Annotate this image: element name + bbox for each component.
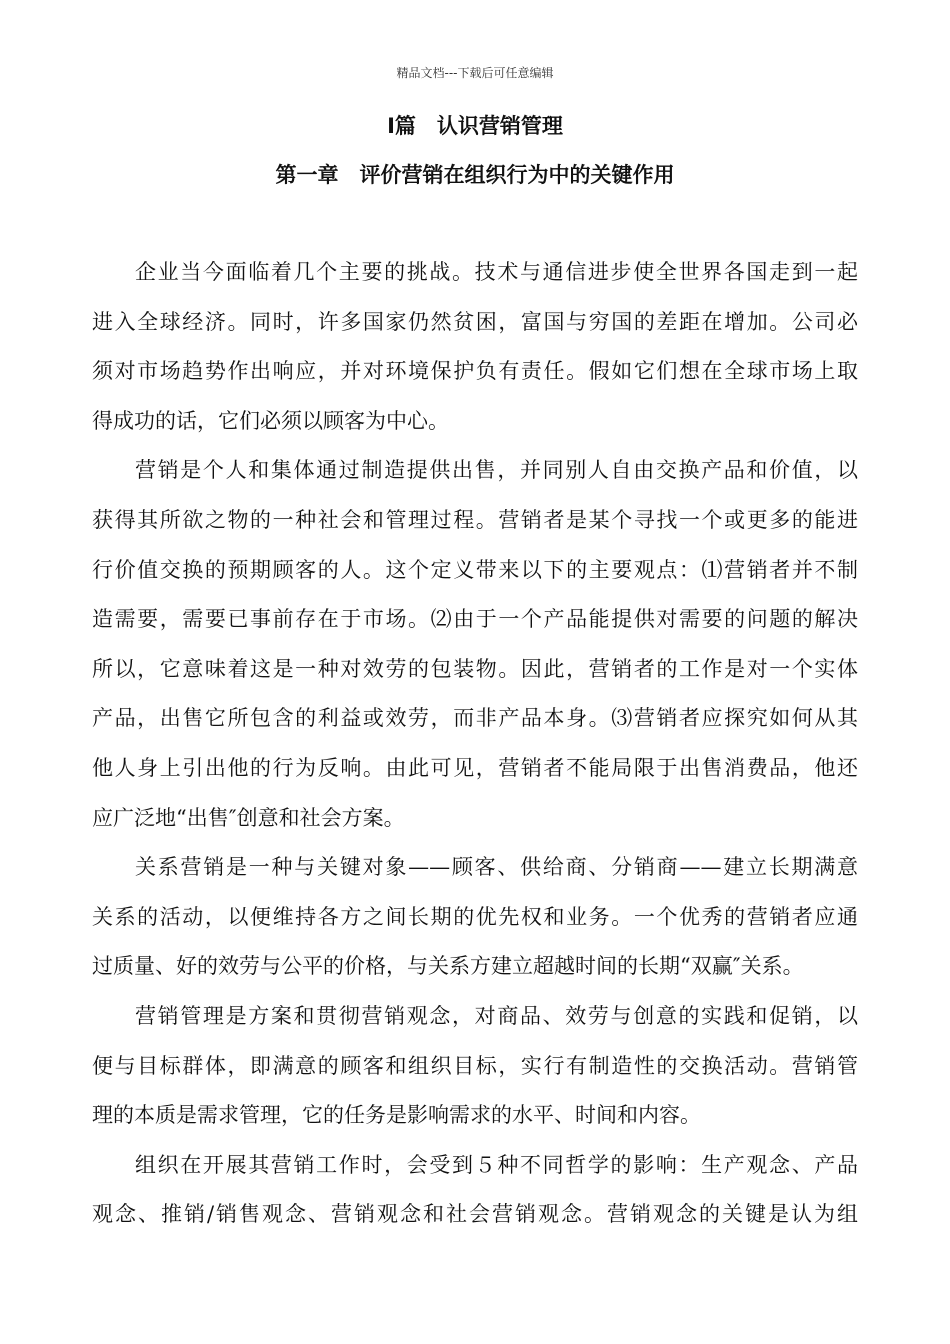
paragraph-line: 企业当今面临着几个主要的挑战。技术与通信进步使全世界各国走到一起 — [135, 260, 858, 284]
paragraph-line: 他人身上引出他的行为反响。由此可见，营销者不能局限于出售消费品，他还 — [92, 755, 858, 780]
paragraph-line: 得成功的话，它们必须以顾客为中心。 — [92, 408, 449, 433]
paragraph — [92, 851, 858, 1000]
paragraph — [92, 454, 858, 851]
paragraph-line: 所以，它意味着这是一种对效劳的包装物。因此，营销者的工作是对一个实体 — [92, 656, 858, 681]
part-title: I篇 认识营销管理 — [387, 114, 563, 138]
paragraph-line: 行价值交换的预期顾客的人。这个定义带来以下的主要观点：⑴营销者并不制 — [92, 557, 858, 582]
paragraph — [92, 1149, 858, 1248]
paragraph-line: 关系的活动，以便维持各方之间长期的优先权和业务。一个优秀的营销者应通 — [92, 904, 858, 929]
chapter-title: 第一章 评价营销在组织行为中的关键作用 — [275, 163, 675, 187]
document-body — [92, 256, 858, 1248]
paragraph-line: 理的本质是需求管理，它的任务是影响需求的水平、时间和内容。 — [92, 1103, 701, 1128]
paragraph-line: 营销是个人和集体通过制造提供出售，并同别人自由交换产品和价值，以 — [135, 458, 858, 483]
paragraph — [92, 256, 858, 454]
paragraph-line: 进入全球经济。同时，许多国家仍然贫困，富国与穷国的差距在增加。公司必 — [92, 309, 858, 334]
paragraph-line: 观念、推销/销售观念、营销观念和社会营销观念。营销观念的关键是认为组 — [92, 1202, 858, 1227]
paragraph — [92, 1000, 858, 1149]
paragraph-line: 获得其所欲之物的一种社会和管理过程。营销者是某个寻找一个或更多的能进 — [92, 507, 858, 532]
paragraph-line: 关系营销是一种与关键对象——顾客、供给商、分销商——建立长期满意 — [135, 855, 858, 880]
paragraph-line: 应广泛地“出售″创意和社会方案。 — [92, 805, 405, 830]
page-header: 精品文档---下载后可任意编辑 — [396, 66, 554, 80]
paragraph-line: 造需要，需要已事前存在于市场。⑵由于一个产品能提供对需要的问题的解决 — [92, 607, 858, 632]
paragraph-line: 产品，出售它所包含的利益或效劳，而非产品本身。⑶营销者应探究如何从其 — [92, 706, 858, 731]
paragraph-line: 过质量、好的效劳与公平的价格，与关系方建立超越时间的长期“双赢″关系。 — [92, 954, 804, 979]
paragraph-line: 须对市场趋势作出响应，并对环境保护负有责任。假如它们想在全球市场上取 — [92, 359, 858, 384]
paragraph-line: 组织在开展其营销工作时，会受到５种不同哲学的影响：生产观念、产品 — [135, 1152, 858, 1177]
paragraph-line: 便与目标群体，即满意的顾客和组织目标，实行有制造性的交换活动。营销管 — [92, 1053, 858, 1078]
paragraph-line: 营销管理是方案和贯彻营销观念，对商品、效劳与创意的实践和促销，以 — [135, 1003, 858, 1028]
